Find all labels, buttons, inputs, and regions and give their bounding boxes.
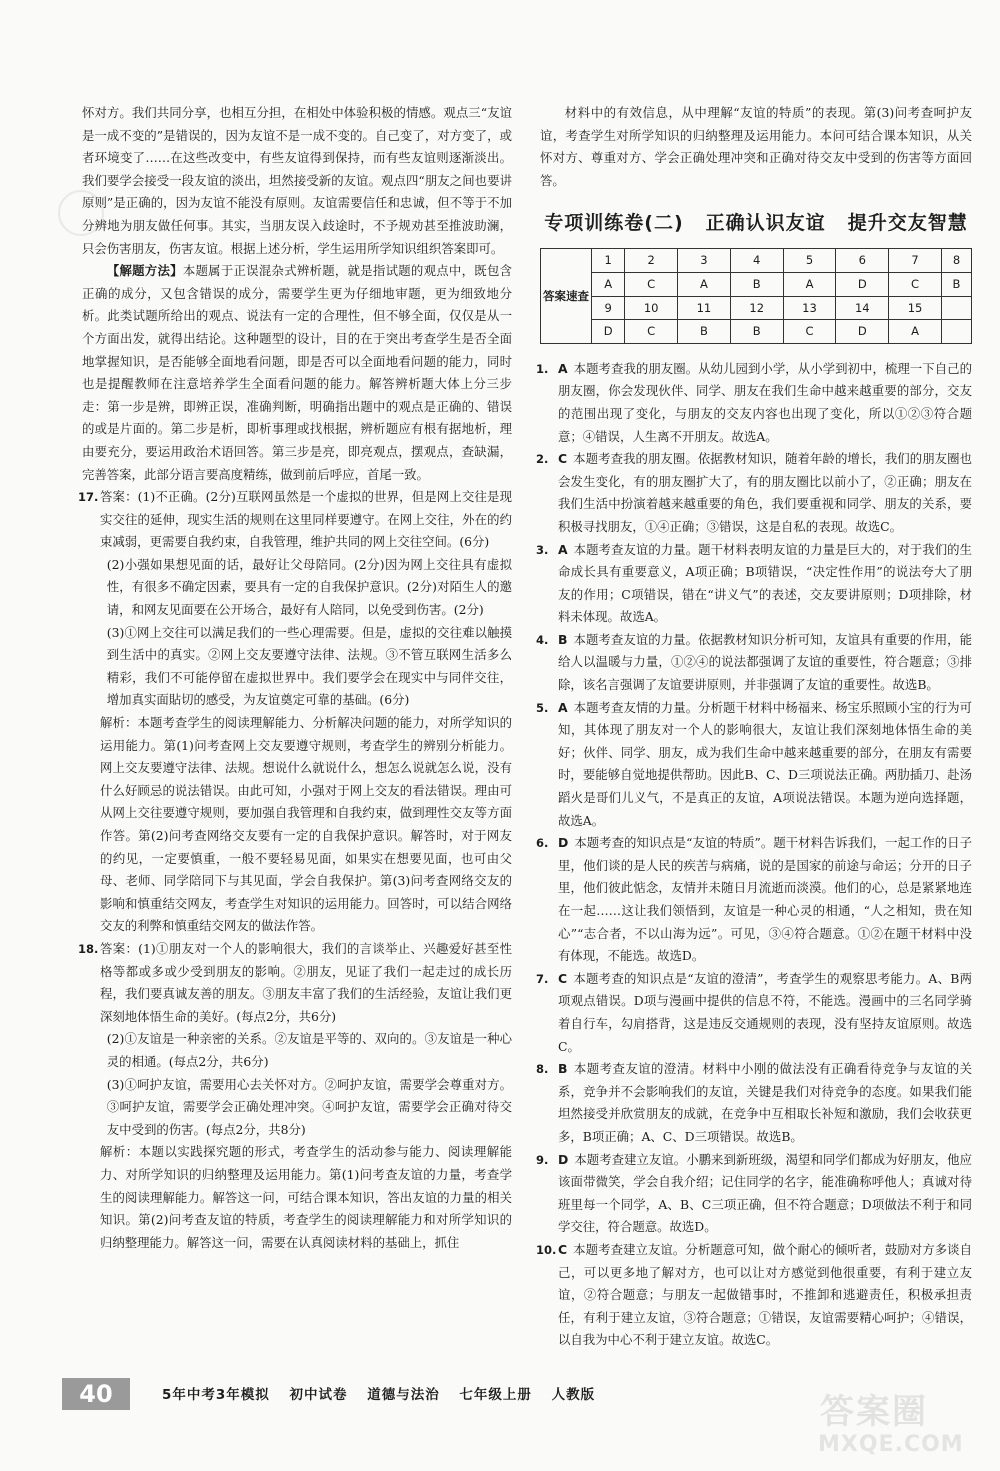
answer-table-cell: C — [783, 320, 836, 344]
answer-table-cell: 2 — [625, 249, 678, 273]
item-number: 8. — [536, 1062, 549, 1077]
answer-table — [540, 248, 972, 343]
item-answer: C — [558, 451, 568, 467]
item-answer: A — [558, 541, 568, 557]
q17-part2: (2)小强如果想见面的话，最好让父母陪同。(2分)因为网上交往具有虚拟性，有很多不确定因素，要具有一定的自我保护意识。(2分)对陌生人的邀请，和网友见面要在公开场合，最好有人陪同，以免受到伤害。(2分) — [106, 556, 512, 618]
explanation-item — [536, 358, 972, 448]
section-title-part-b: 正确认识友谊 — [705, 212, 826, 235]
item-number: 5. — [536, 700, 549, 715]
answer-table-cell: A — [592, 272, 625, 296]
q18-analysis: 解析：本题以实践探究题的形式，考查学生的活动参与能力、阅读理解能力、对所学知识的归纳整理及运用能力。第(1)问考查友谊的力量，考查学生的阅读理解能力。解答这一问，可结合课本知识，答出友谊的力量的相关知识。第(2)问考查友谊的特质，考查学生的阅读理解能力和对所学知识的归纳整理能力。解答这一问，需要在认真阅读材料的基础上，抓住 — [100, 1144, 512, 1250]
q17-part3: (3)①网上交往可以满足我们的一些心理需要。但是，虚拟的交往难以触摸到生活中的真实。②网上交友要遵守法律、法规。③不管互联网生活多么精彩，我们不可能停留在虚拟世界中。我们要学会在现实中与同伴交往，增加真实面貼切的感受，为友谊奠定可靠的基础。(6分) — [106, 624, 512, 708]
item-text: 本题考查友谊的力量。题干材料表明友谊的力量是巨大的，对于我们的生命成长具有重要意义，A项正确；B项错误，“决定性作用”的说法夸大了朋友的作用；C项错误，错在“讲义气”的表述，交友要讲原则；D项排除，材料未体现。故选A。 — [558, 541, 972, 625]
item-text: 本题考查友谊的力量。依据教材知识分析可知，友谊具有重要的作用，能给人以温暖与力量，①②④的说法都强调了友谊的重要性，符合题意；③排除，该名言强调了友谊要讲原则，并非强调了友谊的重要性。故选B。 — [558, 631, 972, 693]
answer-table-cell: 5 — [783, 249, 836, 273]
explanation-item — [536, 1239, 972, 1352]
answer-table-cell: 13 — [783, 296, 836, 320]
answer-table-cell: D — [836, 320, 889, 344]
q17-number: 17. — [78, 490, 99, 505]
answer-table-cell: 8 — [941, 249, 971, 273]
continued-analysis: 材料中的有效信息，从中理解“友谊的特质”的表现。第(3)问考查呵护友谊，考查学生对所学知识的归纳整理及运用能力。本问可结合课本知识，从关怀对方、尊重对方、学会正确处理冲突和正确对待交友中受到的伤害等方面回答。 — [540, 105, 972, 188]
q17-answer: 17. 答案：(1)不正确。(2分)互联网虽然是一个虚拟的世界，但是网上交往是现实交往的延伸，现实生活的规则在这里同样要遵守。在网上交往，外在的约束减弱，更需要自我约束，自我管理，维护共同的网上交往空间。(6分) — [82, 486, 512, 554]
method-label: 【解题方法】 — [106, 263, 183, 279]
item-number: 9. — [536, 1152, 549, 1167]
q18-number: 18. — [78, 941, 99, 956]
item-answer: C — [558, 970, 568, 986]
answer-table-cell: B — [730, 272, 783, 296]
item-answer: C — [558, 1241, 568, 1257]
explanation-item — [536, 832, 972, 968]
answer-table-cell: B — [730, 320, 783, 344]
answer-table-cell: 11 — [678, 296, 731, 320]
footer-subject: 道德与法治 — [367, 1387, 440, 1403]
answer-table-row — [541, 320, 972, 344]
item-number: 6. — [536, 836, 549, 851]
item-text: 本题考查的知识点是“友谊的特质”。题干材料告诉我们，一起工作的日子里，他们谈的是人民的疾苦与病痛，说的是国家的前途与命运；分开的日子里，他们彼此惦念，友情并未随日月流逝而淡漠。他们的心，总是紧紧地连在一起……这让我们领悟到，友谊是一种心灵的相通，“人之相知，贵在知心”“志合者，不以山海为远”。可见，③④符合题意。①②在题干材料中没有体现，不能选。故选D。 — [558, 835, 972, 964]
answer-table-cell — [941, 296, 971, 320]
answer-table-cell: 14 — [836, 296, 889, 320]
answer-table-cell: 7 — [889, 249, 942, 273]
continued-paragraph: 怀对方。我们共同分享，也相互分担，在相处中体验积极的情感。观点三“友谊是一成不变的”是错误的，因为友谊不是一成不变的。自己变了，对方变了，或者环境变了……在这些改变中，有些友谊得到保持，而有些友谊则逐渐淡出。我们要学会接受一段友谊的淡出，坦然接受新的友谊。观点四“朋友之间也要讲原则”是正确的，因为友谊不能没有原则。友谊需要信任和忠诚，但不等于不加分辨地为朋友做任何事。其实，当朋友误入歧途时，不予规劝甚至推波助澜，只会伤害朋友，伤害友谊。根据上述分析，学生运用所学知识组织答案即可。 — [82, 105, 512, 256]
explanation-item — [536, 1149, 972, 1239]
watermark-logo — [812, 1384, 987, 1464]
page-number: 40 — [62, 1378, 130, 1410]
item-text: 本题考查建立友谊。分析题意可知，做个耐心的倾听者，鼓励对方多谈自己，可以更多地了解对方，也可以让对方感觉到他很重要，有利于建立友谊，②符合题意；与朋友一起做错事时，不推卸和逃避责任，积极承担责任，有利于建立友谊，③符合题意；①错误，友谊需要精心呵护；④错误，以自我为中心不利于建立友谊。故选C。 — [558, 1241, 972, 1348]
answer-table-cell: 12 — [730, 296, 783, 320]
section-title — [540, 210, 972, 236]
explanation-item — [536, 629, 972, 697]
answer-table-cell: D — [592, 320, 625, 344]
item-answer: D — [558, 835, 569, 851]
answer-table-cell: 9 — [592, 296, 625, 320]
item-text: 本题考查我的朋友圈。依据教材知识，随着年龄的增长，我们的朋友圈也会发生变化，有的朋友圈扩大了，有的朋友圈比以前小了，②正确；朋友在我们生活中扮演着越来越重要的角色，我们要重视和同学、朋友的关系，要积极寻找朋友，①④正确；③错误，这是自私的表现。故选C。 — [558, 451, 972, 534]
answer-table-row — [541, 249, 972, 273]
q18-part3: (3)①呵护友谊，需要用心去关怀对方。②呵护友谊，需要学会尊重对方。③呵护友谊，需要学会正确处理冲突。④呵护友谊，需要学会正确对待交友中受到的伤害。(每点2分，共8分) — [106, 1076, 512, 1137]
answer-table-cell: 3 — [678, 249, 731, 273]
q18-part2: (2)①友谊是一种亲密的关系。②友谊是平等的、双向的。③友谊是一种心灵的相通。(每点2分，共6分) — [106, 1031, 512, 1069]
answer-table-row — [541, 272, 972, 296]
answer-table-cell: A — [889, 320, 942, 344]
footer-series: 5年中考3年模拟 — [162, 1387, 270, 1403]
item-number: 4. — [536, 632, 549, 647]
item-text: 本题考查的知识点是“友谊的澄清”，考查学生的观察思考能力。A、B两项观点错误。D项与漫画中提供的信息不符，不能选。漫画中的三名同学骑着自行车，勾肩搭背，这是违反交通规则的表现，没有坚持友谊原则。故选C。 — [558, 970, 972, 1054]
section-title-part-a: 专项训练卷(二) — [544, 212, 684, 235]
footer-edition: 人教版 — [551, 1387, 596, 1403]
explanation-item — [536, 968, 972, 1058]
answer-table-cell: D — [836, 272, 889, 296]
item-answer: B — [558, 631, 568, 647]
item-number: 3. — [536, 542, 549, 557]
footer-book-info — [162, 1383, 609, 1403]
answer-table-cell: 4 — [730, 249, 783, 273]
answer-table-cell: B — [941, 272, 971, 296]
explanation-item — [536, 697, 972, 833]
answer-table-cell: C — [625, 320, 678, 344]
answer-table-cell: 15 — [889, 296, 942, 320]
item-number: 2. — [536, 452, 549, 467]
answer-table-cell: 6 — [836, 249, 889, 273]
item-text: 本题考查建立友谊。小鹏来到新班级，渴望和同学们都成为好朋友，他应该面带微笑，学会自我介绍；记住同学的名字，能准确称呼他人；真诚对待班里每一个同学，A、B、C三项正确，但不符合题意；D项做法不利于和同学交往，符合题意。故选D。 — [558, 1151, 972, 1235]
right-column — [536, 102, 972, 1352]
answer-table-cell: C — [889, 272, 942, 296]
explanation-item — [536, 448, 972, 538]
answer-table-cell: A — [678, 272, 731, 296]
item-answer: D — [558, 1151, 569, 1167]
method-text: 本题属于正误混杂式辨析题，就是指试题的观点中，既包含正确的成分，又包含错误的成分，需要学生更为仔细地审题，更为细致地分析。此类试题所给出的观点、说法有一定的合理性，但不够全面，仅仅是从一个方面出发，就得出结论。这种题型的设计，目的在于突出考查学生是否全面地掌握知识，是否能够全面地看问题，即是否可以全面地看问题的能力，同时也是提醒教师在注意培养学生全面看问题的能力。解答辨析题大体上分三步走：第一步是辨，即辨正误，准确判断，明确指出题中的观点是正确的、错误的或是片面的。第二步是析，即析事理或找根据，辨析题应有根有据地析，理由要充分，要运用政治术语回答。第三步是亮，即亮观点，摆观点，查缺漏，完善答案，此部分语言要高度精练，做到前后呼应，首尾一致。 — [82, 263, 513, 482]
answer-table-cell: 10 — [625, 296, 678, 320]
q17-analysis: 解析：本题考查学生的阅读理解能力、分析解决问题的能力，对所学知识的运用能力。第(1)问考查网上交友要遵守规则，考查学生的辨别分析能力。网上交友要遵守法律、法规。想说什么就说什么，想怎么说就怎么说，没有什么好顾忌的说法错误。由此可知，小强对于网上交友的看法错误。理由可从网上交往要遵守规则，要加强自我管理和自我约束，做到理性交友等方面作答。第(2)问考查网络交友要有一定的自我保护意识。解答时，对于网友的约见，一定要慎重，一般不要轻易见面，如果实在想要见面，也可由父母、老师、同学陪同下与其见面，学会自我保护。第(3)问考查网络交友的影响和慎重结交网友，考查学生对知识的运用能力。回答时，可以结合网络交友的利弊和慎重结交网友的做法作答。 — [100, 715, 512, 934]
answer-table-cell: A — [783, 272, 836, 296]
item-text: 本题考查我的朋友圈。从幼儿园到小学，从小学到初中，梳理一下自己的朋友圈，你会发现伙伴、同学、朋友在我们生命中越来越重要的部分，交友的范围出现了变化，与朋友的交友内容也出现了变化，所以①②③符合题意；④错误，人生离不开朋友。故选A。 — [558, 360, 972, 444]
footer-type: 初中试卷 — [289, 1387, 348, 1403]
item-text: 本题考查友情的力量。分析题干材料中杨福来、杨宝乐照顾小宝的行为可知，其体现了朋友对一个人的影响很大，友谊让我们深刻地体悟生命的美好；伙伴、同学、朋友，成为我们生命中越来越重要的部分，在朋友有需要时，要能够自觉地提供帮助。因此B、C、D三项说法正确。两肋插刀、赴汤蹈火是哥们儿义气，不是真正的友谊，A项说法错误。本题为逆向选择题，故选A。 — [558, 699, 972, 828]
item-number: 10. — [536, 1242, 557, 1257]
item-number: 1. — [536, 361, 549, 376]
explanation-item — [536, 1058, 972, 1148]
answer-table-cell: 1 — [592, 249, 625, 273]
item-answer: B — [558, 1061, 568, 1077]
answer-table-head: 答案速查 — [541, 249, 592, 343]
item-answer: A — [558, 699, 568, 715]
watermark-url: MXQE.COM — [818, 1432, 964, 1457]
q18-answer: 18. 答案：(1)①朋友对一个人的影响很大，我们的言谈举止、兴趣爱好甚至性格等都或多或少受到朋友的影响。②朋友，见证了我们一起走过的成长历程，我们要真诚友善的朋友。③朋友丰富了我们的生活经验，友谊让我们更深刻地体悟生命的美好。(每点2分，共6分) — [82, 938, 512, 1028]
answer-table-cell — [941, 320, 971, 344]
method-paragraph — [82, 260, 512, 486]
footer-grade: 七年级上册 — [459, 1387, 532, 1403]
answer-table-cell: B — [678, 320, 731, 344]
answer-table-cell: C — [625, 272, 678, 296]
item-text: 本题考查友谊的澄清。材料中小刚的做法没有正确看待竞争与友谊的关系，竞争并不会影响我们的友谊，关键是我们对待竞争的态度。如果我们能坦然接受并欣赏朋友的成就，在竞争中互相取长补短和激励，我们会收获更多，B项正确；A、C、D三项错误。故选B。 — [558, 1061, 972, 1144]
item-number: 7. — [536, 971, 549, 986]
left-column — [78, 102, 513, 1254]
watermark-text: 答案圈 — [820, 1392, 928, 1432]
answer-explanations — [536, 358, 972, 1352]
explanation-item — [536, 539, 972, 629]
item-answer: A — [558, 360, 568, 376]
answer-table-row — [541, 296, 972, 320]
section-title-part-c: 提升交友智慧 — [847, 212, 968, 235]
